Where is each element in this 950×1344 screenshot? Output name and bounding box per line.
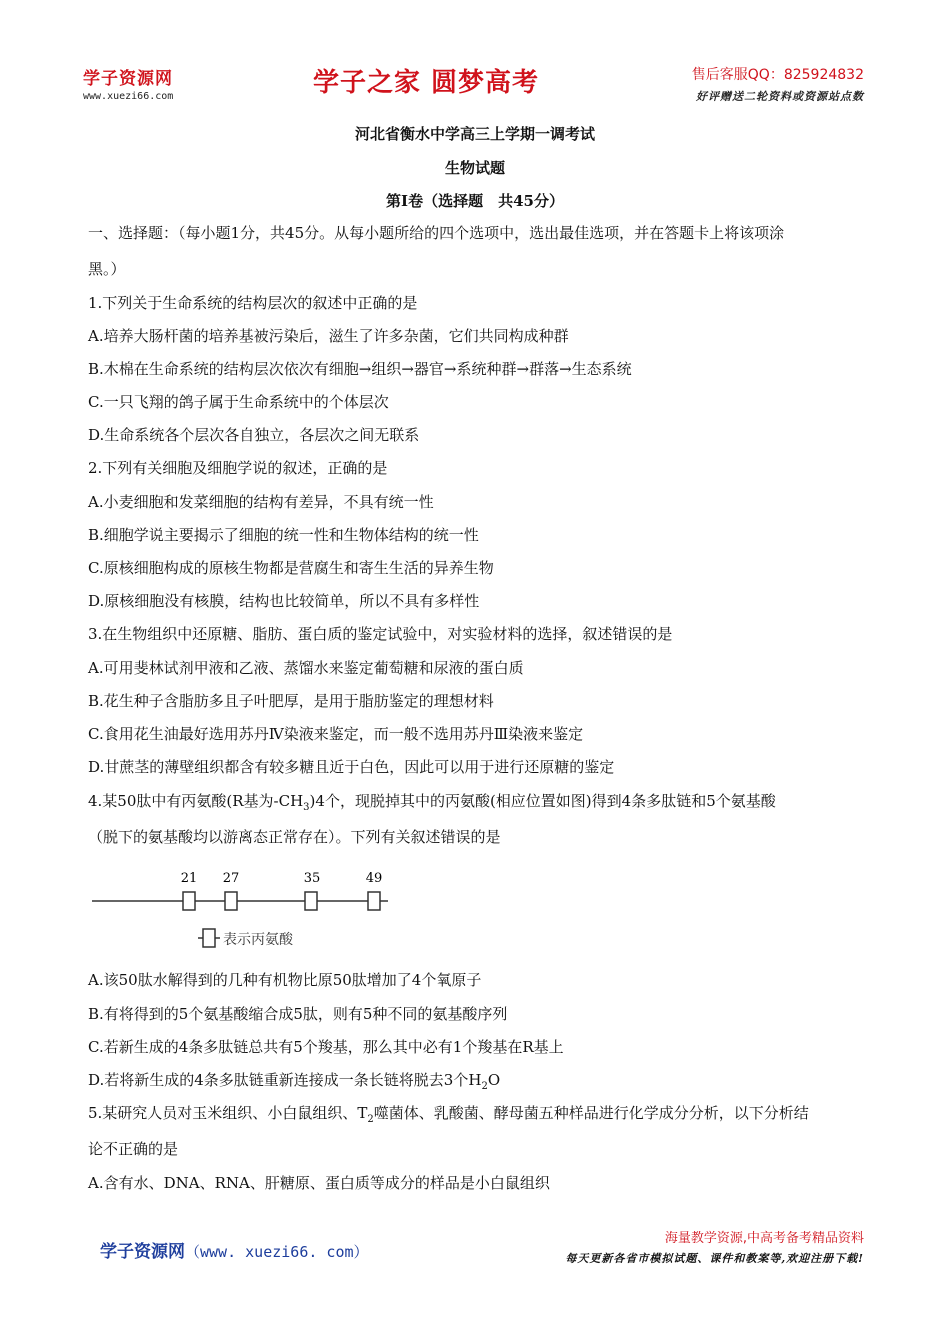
question-2-stem: 2.下列有关细胞及细胞学说的叙述，正确的是: [88, 459, 388, 477]
question-5-option-a: A.含有水、DNA、RNA、肝糖原、蛋白质等成分的样品是小白鼠组织: [88, 1174, 550, 1192]
legend-symbol: [198, 929, 220, 947]
question-5-stem-cont: 论不正确的是: [88, 1140, 179, 1158]
question-2-option-b: B.细胞学说主要揭示了细胞的统一性和生物体结构的统一性: [88, 526, 479, 544]
question-1-option-a: A.培养大肠杆菌的培养基被污染后，滋生了许多杂菌，它们共同构成种群: [88, 327, 569, 345]
question-3-option-d: D.甘蔗茎的薄壁组织都含有较多糖且近于白色，因此可以用于进行还原糖的鉴定: [88, 758, 615, 776]
legend-label: 表示丙氨酸: [223, 932, 293, 948]
subject-title: 生物试题: [444, 159, 505, 177]
question-3-option-a: A.可用斐林试剂甲液和乙液、蒸馏水来鉴定葡萄糖和尿液的蛋白质: [88, 659, 524, 677]
header-tagline: 好评赠送二轮资料或资源站点数: [696, 90, 864, 103]
footer-brand: [100, 1237, 369, 1262]
question-4-stem: 4.某50肽中有丙氨酸(R基为$-CH_3)4$个，现脱掉其中的丙氨酸(相应位置如图)得到4条多肽链和5个氨基酸: [88, 792, 776, 813]
footer-promo-title: 海量教学资源,中高考备考精品资料: [664, 1231, 864, 1246]
question-2-option-d: D.原核细胞没有核膜，结构也比较简单，所以不具有多样性: [88, 592, 480, 610]
footer-promo-text: 每天更新各省市模拟试题、课件和教案等,欢迎注册下载!: [565, 1252, 864, 1265]
question-3-option-c: C.食用花生油最好选用苏丹Ⅳ染液来鉴定，而一般不选用苏丹Ⅲ染液来鉴定: [88, 725, 584, 743]
svg-text:35: 35: [303, 871, 321, 886]
question-4-option-b: B.有将得到的5个氨基酸缩合成5肽，则有5种不同的氨基酸序列: [88, 1005, 508, 1023]
footer-promo: [565, 1227, 864, 1266]
question-4-stem-cont: （脱下的氨基酸均以游离态正常存在）。下列有关叙述错误的是: [88, 828, 501, 846]
instructions-line: 一、选择题：（每小题1分，共45分。从每小题所给的四个选项中，选出最佳选项，并在答题卡上将该项涂: [88, 224, 785, 242]
brand-logo: 学子资源网: [83, 69, 173, 89]
peptide-diagram: [90, 866, 390, 956]
service-qq: 售后客服QQ：825924832: [691, 67, 864, 83]
question-4-option-a: A.该50肽水解得到的几种有机物比原50肽增加了4个氧原子: [88, 971, 482, 989]
question-1-stem: 1.下列关于生命系统的结构层次的叙述中正确的是: [88, 294, 418, 312]
instructions-line: 黑。）: [88, 260, 126, 278]
question-4-option-d: D.若将新生成的4条多肽链重新连接成一条长链将脱去3个$H_2O$: [88, 1071, 501, 1092]
brand-url[interactable]: www.xuezi66.com: [83, 91, 174, 102]
question-1-option-c: C.一只飞翔的鸽子属于生命系统中的个体层次: [88, 393, 389, 411]
footer-brand-name: 学子资源网: [100, 1242, 185, 1262]
section-title: 第Ⅰ卷（选择题 共45分）: [386, 192, 564, 210]
exam-title: 河北省衡水中学高三上学期一调考试: [354, 125, 595, 143]
footer-url[interactable]: （www. xuezi66. com）: [185, 1243, 369, 1261]
question-1-option-d: D.生命系统各个层次各自独立，各层次之间无联系: [88, 426, 420, 444]
question-5-stem: 5.某研究人员对玉米组织、小白鼠组织、$T_2$噬菌体、乳酸菌、酵母菌五种样品进行化学成分分析，以下分析结: [88, 1104, 809, 1125]
header-brand-block: [83, 64, 173, 102]
alanine-marker: [223, 871, 240, 910]
question-2-option-a: A.小麦细胞和发菜细胞的结构有差异，不具有统一性: [88, 493, 434, 511]
question-3-option-b: B.花生种子含脂肪多且子叶肥厚，是用于脂肪鉴定的理想材料: [88, 692, 494, 710]
question-1-option-b: B.木棉在生命系统的结构层次依次有细胞→组织→器官→系统种群→群落→生态系统: [88, 360, 632, 378]
alanine-marker: [304, 871, 321, 910]
alanine-marker: [181, 871, 198, 910]
svg-text:27: 27: [222, 871, 240, 886]
header-contact: [692, 64, 864, 104]
question-2-option-c: C.原核细胞构成的原核生物都是营腐生和寄生生活的异养生物: [88, 559, 494, 577]
question-4-option-c: C.若新生成的4条多肽链总共有5个羧基，那么其中必有1个羧基在R基上: [88, 1038, 564, 1056]
header-slogan: 学子之家 圆梦高考: [313, 68, 540, 98]
svg-text:21: 21: [180, 871, 198, 886]
alanine-marker: [366, 871, 383, 910]
question-3-stem: 3.在生物组织中还原糖、脂肪、蛋白质的鉴定试验中，对实验材料的选择，叙述错误的是: [88, 625, 673, 643]
svg-text:49: 49: [365, 871, 383, 886]
